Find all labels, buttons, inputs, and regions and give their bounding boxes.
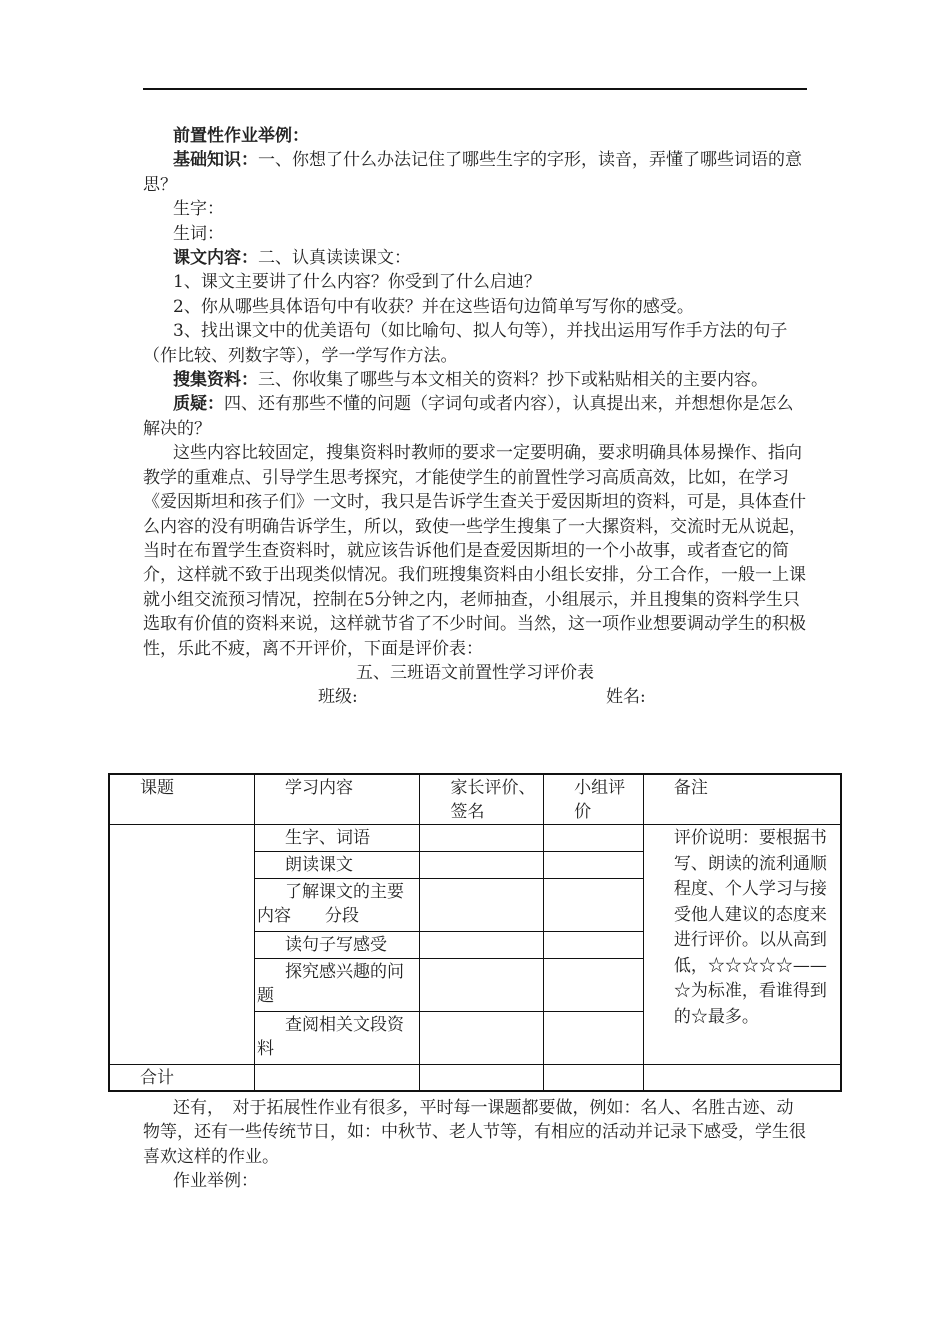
total-row — [109, 1065, 841, 1092]
total-cell[interactable] — [544, 1065, 644, 1092]
group-cell[interactable] — [544, 825, 644, 852]
parent-cell[interactable] — [420, 879, 544, 932]
row-item: 朗读课文 — [254, 852, 419, 879]
body-paragraph: 这些内容比较固定，搜集资料时教师的要求一定要明确，要求明确具体易操作、指向教学的重难点、引导学生思考探究，才能使学生的前置性学习高质高效，比如，在学习《爱因斯坦和孩子们》一文时，我只是告诉学生查关于爱因斯坦的资料，可是，具体查什么内容的没有明确告诉学生，所以，致使一些学生搜集了一大摞资料，交流时无从说起，当时在布置学生查资料时，就应该告诉他们是查爱因斯坦的一个小故事，或者查它的简介，这样就不致于出现类似情况。我们班搜集资料由小组长安排，分工合作，一般一上课就小组交流预习情况，控制在5分钟之内，老师抽查，小组展示，并且搜集的资料学生只选取有价值的资料来说，这样就节省了不少时间。当然，这一项作业想要调动学生的积极性，乐此不疲，离不开评价，下面是评价表： — [143, 443, 806, 659]
total-cell[interactable] — [420, 1065, 544, 1092]
topic-cell[interactable] — [109, 825, 254, 1065]
content-paragraph — [143, 246, 807, 270]
basics-label: 基础知识： — [173, 150, 258, 171]
name-label: 姓名: — [606, 687, 646, 708]
shengzi-line: 生字： — [173, 199, 224, 220]
item-1: 1、课文主要讲了什么内容？你受到了什么启迪？ — [173, 272, 541, 293]
footer-example: 作业举例： — [173, 1171, 258, 1192]
question-text: 四、还有那些不懂的问题（字词句或者内容），认真提出来，并想想你是怎么解决的？ — [143, 394, 794, 439]
class-label: 班级: — [318, 687, 358, 708]
row-item: 查阅相关文段资料 — [254, 1012, 419, 1065]
header-group: 小组评价 — [544, 774, 644, 825]
row-item: 探究感兴趣的问题 — [254, 959, 419, 1012]
group-cell[interactable] — [544, 932, 644, 959]
collect-text: 三、你收集了哪些与本文相关的资料？抄下或粘贴相关的主要内容。 — [258, 370, 768, 391]
section-heading: 前置性作业举例： — [173, 126, 309, 146]
class-name-line — [143, 685, 807, 709]
parent-cell[interactable] — [420, 1012, 544, 1065]
parent-cell[interactable] — [420, 932, 544, 959]
header-note: 备注 — [643, 774, 841, 825]
content-label: 课文内容： — [173, 248, 258, 269]
question-label: 质疑： — [173, 394, 224, 415]
shengci-line: 生词： — [173, 223, 224, 244]
parent-cell[interactable] — [420, 825, 544, 852]
footer-section — [143, 1096, 807, 1194]
header-rule — [143, 88, 807, 90]
basics-text: 一、你想了什么办法记住了哪些生字的字形，读音，弄懂了哪些词语的意思？ — [143, 150, 802, 195]
header-parent: 家长评价、签名 — [420, 774, 544, 825]
header-topic: 课题 — [109, 774, 254, 825]
row-item: 读句子写感受 — [254, 932, 419, 959]
footer-paragraph: 还有， 对于拓展性作业有很多，平时每一课题都要做，例如：名人、名胜古迹、动物等，还有一些传统节日，如：中秋节、老人节等，有相应的活动并记录下感受，学生很喜欢这样的作业。 — [143, 1098, 806, 1167]
collect-label: 搜集资料： — [173, 370, 258, 391]
parent-cell[interactable] — [420, 852, 544, 879]
row-item: 生字、词语 — [254, 825, 419, 852]
item-2: 2、你从哪些具体语句中有收获？并在这些语句边简单写写你的感受。 — [173, 296, 694, 317]
evaluation-table — [108, 773, 842, 1092]
total-cell[interactable] — [643, 1065, 841, 1092]
document-body — [143, 124, 807, 709]
row-item: 了解课文的主要内容 分段 — [254, 879, 419, 932]
table-header-row — [109, 774, 841, 825]
item-3: 3、找出课文中的优美语句（如比喻句、拟人句等），并找出运用写作手方法的句子（作比较、列数字等），学一学写作方法。 — [143, 321, 788, 366]
collect-paragraph — [143, 368, 807, 392]
group-cell[interactable] — [544, 1012, 644, 1065]
total-cell[interactable] — [254, 1065, 419, 1092]
group-cell[interactable] — [544, 852, 644, 879]
group-cell[interactable] — [544, 879, 644, 932]
basics-paragraph — [143, 148, 807, 197]
question-paragraph — [143, 392, 807, 441]
table-row — [109, 825, 841, 852]
table-title: 五、三班语文前置性学习评价表 — [356, 662, 594, 683]
header-content: 学习内容 — [254, 774, 419, 825]
total-label: 合计 — [109, 1065, 254, 1092]
note-cell: 评价说明：要根据书写、朗读的流利通顺程度、个人学习与接受他人建议的态度来进行评价。以从高到低，☆☆☆☆☆——☆为标准，看谁得到的☆最多。 — [643, 825, 841, 1065]
group-cell[interactable] — [544, 959, 644, 1012]
parent-cell[interactable] — [420, 959, 544, 1012]
content-text: 二、认真读读课文： — [258, 248, 411, 269]
